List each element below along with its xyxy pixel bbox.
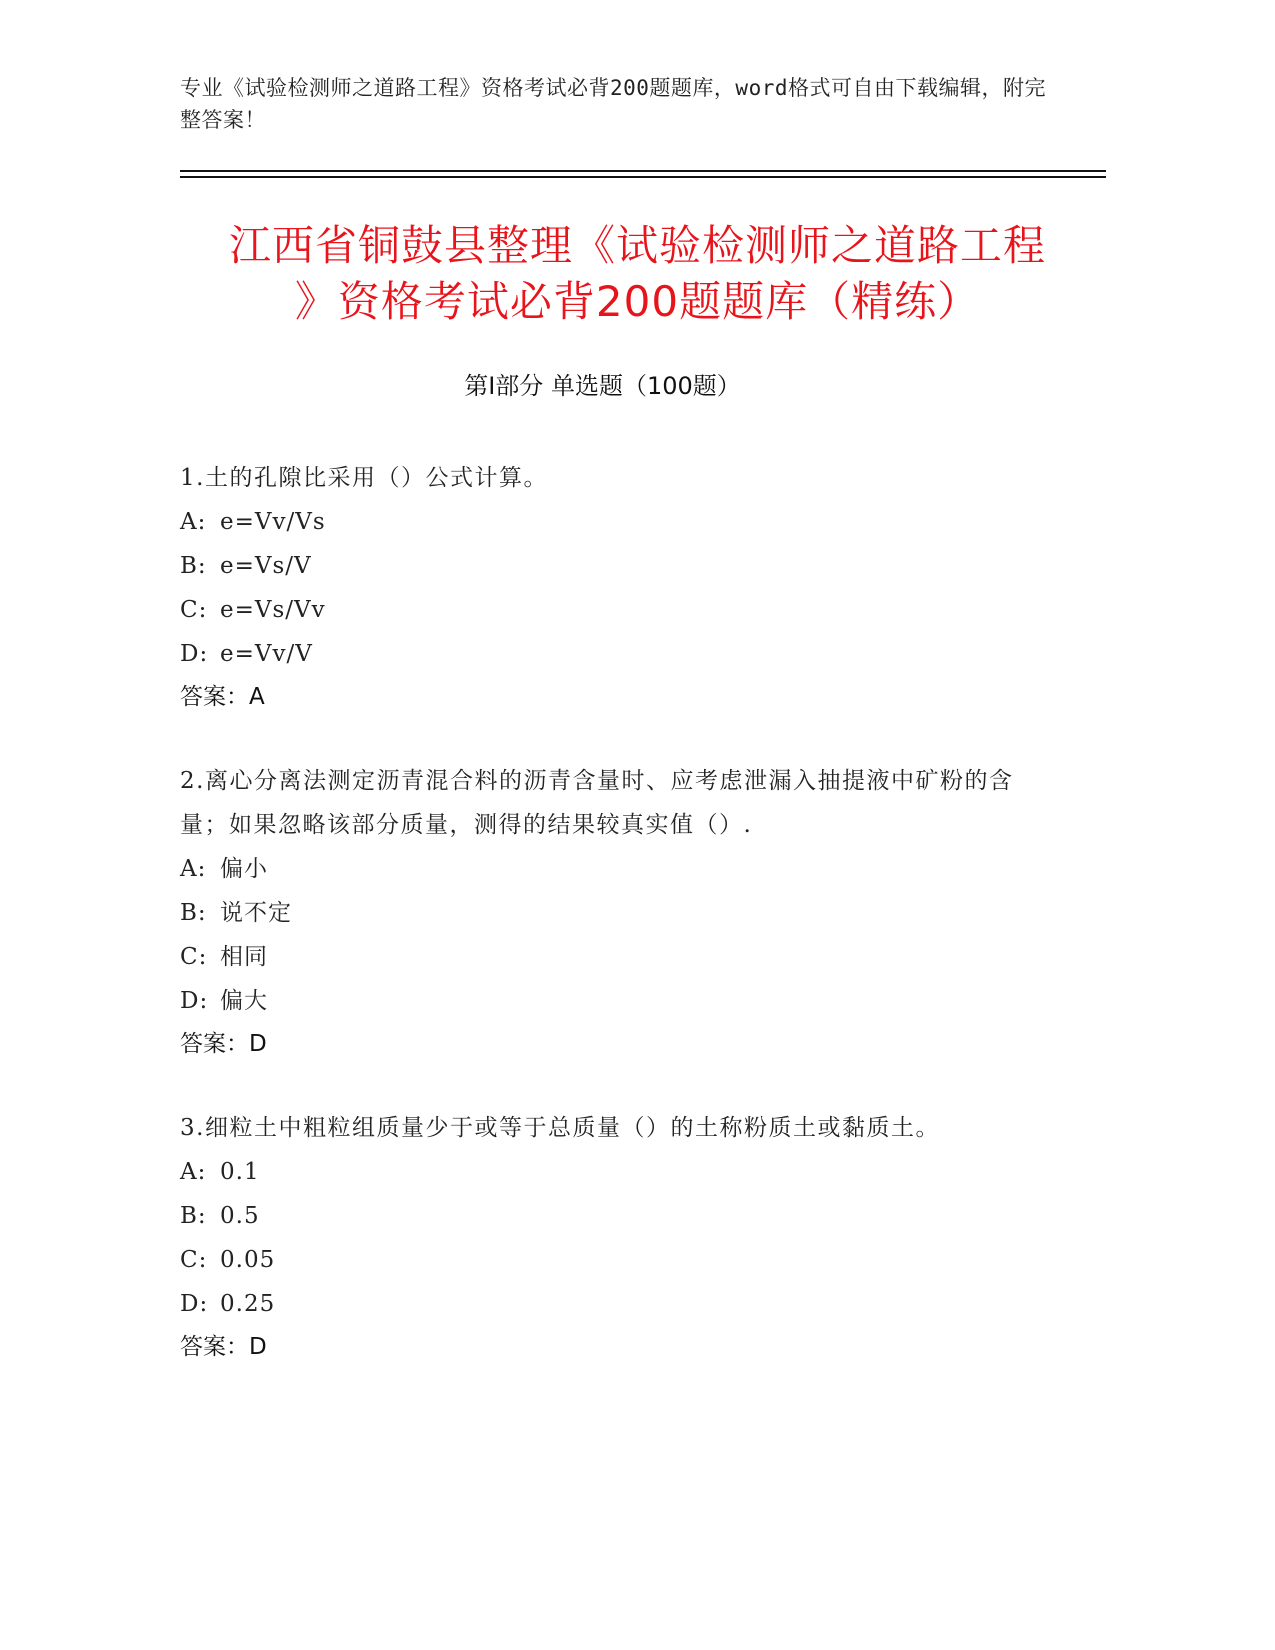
answer: 答案：A [180, 684, 265, 710]
answer: 答案：D [180, 1031, 267, 1057]
option-c [180, 588, 1060, 632]
question-1 [180, 456, 1060, 718]
question-stem: 3.细粒土中粗粒组质量少于或等于总质量（）的土称粉质土或黏质土。 [180, 1115, 940, 1141]
option-text: 0.5 [220, 1203, 260, 1229]
document-title-line-1: 江西省铜鼓县整理《试验检测师之道路工程 [228, 221, 1046, 270]
header-rule-bottom [180, 176, 1106, 178]
option-letter: A: [180, 856, 207, 882]
option-letter: B: [180, 900, 207, 926]
answer: 答案：D [180, 1334, 267, 1360]
option-d [180, 979, 1060, 1023]
option-letter: C: [180, 944, 208, 970]
option-text: 0.1 [220, 1159, 260, 1185]
option-letter: D: [180, 988, 209, 1014]
header-rule-top [180, 170, 1106, 172]
option-a [180, 500, 1060, 544]
option-d [180, 632, 1060, 676]
option-text: e=Vs/Vv [220, 597, 326, 623]
section-title: 第Ⅰ部分 单选题（100题） [464, 372, 741, 400]
option-letter: C: [180, 1247, 208, 1273]
option-text: 0.05 [220, 1247, 276, 1273]
option-b [180, 891, 1060, 935]
option-text: 说不定 [220, 900, 292, 926]
option-a [180, 847, 1060, 891]
option-text: e=Vv/V [220, 641, 313, 667]
option-letter: D: [180, 1291, 209, 1317]
option-b [180, 1194, 1060, 1238]
option-text: e=Vs/V [220, 553, 312, 579]
option-text: 0.25 [220, 1291, 276, 1317]
option-letter: A: [180, 1159, 207, 1185]
option-text: e=Vv/Vs [220, 509, 326, 535]
option-text: 偏小 [220, 856, 268, 882]
option-c [180, 935, 1060, 979]
document-title [150, 218, 1125, 330]
option-letter: C: [180, 597, 208, 623]
option-c [180, 1238, 1060, 1282]
header-note: 专业《试验检测师之道路工程》资格考试必背200题题库，word格式可自由下载编辑，附完整答案！ [180, 76, 1046, 132]
question-2 [180, 759, 1060, 1065]
option-letter: B: [180, 1203, 207, 1229]
option-a [180, 1150, 1060, 1194]
question-stem: 1.土的孔隙比采用（）公式计算。 [180, 465, 548, 491]
question-stem: 2.离心分离法测定沥青混合料的沥青含量时、应考虑泄漏入抽提液中矿粉的含量；如果忽略该部分质量，测得的结果较真实值（）. [180, 768, 1014, 838]
option-text: 相同 [220, 944, 268, 970]
document-title-line-2: 》资格考试必背200题题库（精练） [294, 277, 981, 326]
option-letter: A: [180, 509, 207, 535]
option-b [180, 544, 1060, 588]
question-3 [180, 1106, 1060, 1368]
option-text: 偏大 [220, 988, 268, 1014]
option-d [180, 1282, 1060, 1326]
option-letter: D: [180, 641, 209, 667]
option-letter: B: [180, 553, 207, 579]
